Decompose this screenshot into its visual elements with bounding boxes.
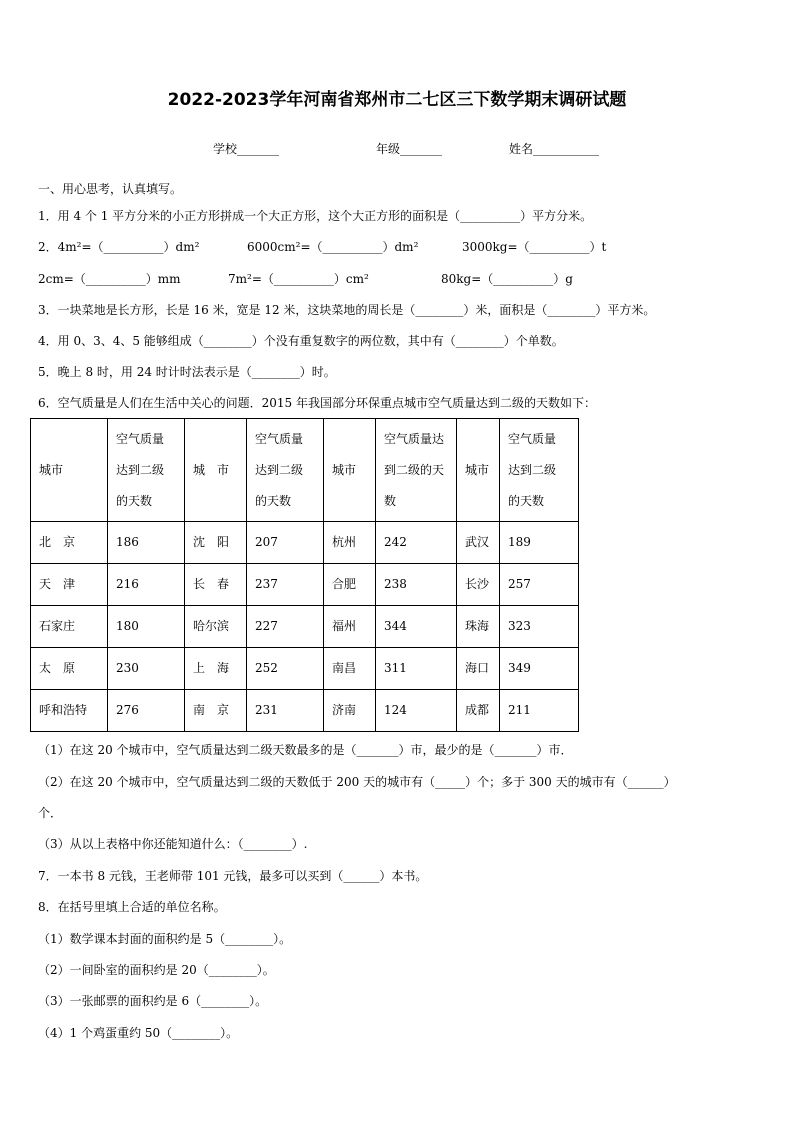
days-cell: 242 xyxy=(376,522,457,564)
header-city: 城市 xyxy=(31,419,108,522)
header-days: 空气质量 达到二级 的天数 xyxy=(500,419,579,522)
days-cell: 257 xyxy=(500,564,579,606)
city-cell: 石家庄 xyxy=(31,606,108,648)
question-8-intro: 8．在括号里填上合适的单位名称。 xyxy=(38,900,226,914)
question-2c: 3000kg=（__________）t xyxy=(462,240,607,254)
question-6-sub-2-cont: 个． xyxy=(38,806,63,820)
header-city: 城市 xyxy=(457,419,500,522)
question-8-sub-4: （4）1 个鸡蛋重约 50（________）。 xyxy=(38,1026,239,1040)
name-label: 姓名 xyxy=(509,142,534,156)
school-blank[interactable]: _______ xyxy=(237,142,280,156)
school-field xyxy=(213,141,279,157)
name-blank[interactable]: ___________ xyxy=(533,142,600,156)
header-city: 城 市 xyxy=(185,419,247,522)
city-cell: 武汉 xyxy=(457,522,500,564)
days-cell: 237 xyxy=(247,564,324,606)
header-days: 空气质量 达到二级 的天数 xyxy=(247,419,324,522)
air-quality-table xyxy=(30,418,579,732)
question-7: 7．一本书 8 元钱，王老师带 101 元钱，最多可以买到（______）本书。 xyxy=(38,869,428,883)
days-cell: 211 xyxy=(500,690,579,732)
question-1: 1．用 4 个 1 平方分米的小正方形拼成一个大正方形，这个大正方形的面积是（__________）平方分米。 xyxy=(38,209,593,223)
city-cell: 南昌 xyxy=(324,648,376,690)
city-cell: 呼和浩特 xyxy=(31,690,108,732)
city-cell: 南 京 xyxy=(185,690,247,732)
header-city: 城市 xyxy=(324,419,376,522)
days-cell: 349 xyxy=(500,648,579,690)
question-8-sub-1: （1）数学课本封面的面积约是 5（________）。 xyxy=(38,932,292,946)
city-cell: 沈 阳 xyxy=(185,522,247,564)
question-6-sub-1: （1）在这 20 个城市中，空气质量达到二级天数最多的是（_______）市，最少的是（_______）市． xyxy=(38,743,573,757)
days-cell: 311 xyxy=(376,648,457,690)
city-cell: 长沙 xyxy=(457,564,500,606)
section1-heading: 一、用心思考，认真填写。 xyxy=(38,182,183,196)
city-cell: 上 海 xyxy=(185,648,247,690)
days-cell: 186 xyxy=(108,522,185,564)
grade-field xyxy=(376,141,442,157)
city-cell: 太 原 xyxy=(31,648,108,690)
city-cell: 哈尔滨 xyxy=(185,606,247,648)
days-cell: 227 xyxy=(247,606,324,648)
header-days: 空气质量 达到二级 的天数 xyxy=(108,419,185,522)
question-8-sub-3: （3）一张邮票的面积约是 6（________）。 xyxy=(38,994,268,1008)
city-cell: 成都 xyxy=(457,690,500,732)
question-4: 4．用 0、3、4、5 能够组成（________）个没有重复数字的两位数，其中有（________）个单数。 xyxy=(38,334,564,348)
grade-label: 年级 xyxy=(376,142,401,156)
table-row xyxy=(31,606,579,648)
city-cell: 海口 xyxy=(457,648,500,690)
question-2f: 80kg=（__________）g xyxy=(441,272,573,286)
grade-blank[interactable]: _______ xyxy=(400,142,443,156)
question-2e: 7m²=（__________）cm² xyxy=(228,272,369,286)
table-row xyxy=(31,564,579,606)
table-row xyxy=(31,522,579,564)
question-2b: 6000cm²=（__________）dm² xyxy=(247,240,419,254)
question-6-sub-3: （3）从以上表格中你还能知道什么：（________）. xyxy=(38,837,308,851)
page-title: 2022-2023学年河南省郑州市二七区三下数学期末调研试题 xyxy=(167,90,627,110)
days-cell: 323 xyxy=(500,606,579,648)
question-2d: 2cm=（__________）mm xyxy=(38,272,181,286)
days-cell: 216 xyxy=(108,564,185,606)
name-field xyxy=(509,141,599,157)
days-cell: 189 xyxy=(500,522,579,564)
question-5: 5．晚上 8 时，用 24 时计时法表示是（________）时。 xyxy=(38,365,336,379)
school-label: 学校 xyxy=(213,142,238,156)
days-cell: 238 xyxy=(376,564,457,606)
days-cell: 230 xyxy=(108,648,185,690)
days-cell: 231 xyxy=(247,690,324,732)
question-8-sub-2: （2）一间卧室的面积约是 20（________）。 xyxy=(38,963,275,977)
question-6-intro: 6．空气质量是人们在生活中关心的问题．2015 年我国部分环保重点城市空气质量达到二级的天数如下： xyxy=(38,396,596,410)
city-cell: 北 京 xyxy=(31,522,108,564)
header-days: 空气质量达 到二级的天 数 xyxy=(376,419,457,522)
table-row xyxy=(31,690,579,732)
table-row xyxy=(31,648,579,690)
city-cell: 天 津 xyxy=(31,564,108,606)
days-cell: 124 xyxy=(376,690,457,732)
question-2a: 2．4m²=（__________）dm² xyxy=(38,240,200,254)
days-cell: 180 xyxy=(108,606,185,648)
days-cell: 276 xyxy=(108,690,185,732)
question-3: 3．一块菜地是长方形，长是 16 米，宽是 12 米，这块菜地的周长是（________）米，面积是（________）平方米。 xyxy=(38,303,656,317)
question-6-sub-2: （2）在这 20 个城市中，空气质量达到二级的天数低于 200 天的城市有（_____）个；多于 300 天的城市有（______） xyxy=(38,775,676,789)
days-cell: 344 xyxy=(376,606,457,648)
city-cell: 珠海 xyxy=(457,606,500,648)
city-cell: 福州 xyxy=(324,606,376,648)
city-cell: 杭州 xyxy=(324,522,376,564)
city-cell: 合肥 xyxy=(324,564,376,606)
table-header-row xyxy=(31,419,579,522)
city-cell: 长 春 xyxy=(185,564,247,606)
city-cell: 济南 xyxy=(324,690,376,732)
days-cell: 252 xyxy=(247,648,324,690)
days-cell: 207 xyxy=(247,522,324,564)
